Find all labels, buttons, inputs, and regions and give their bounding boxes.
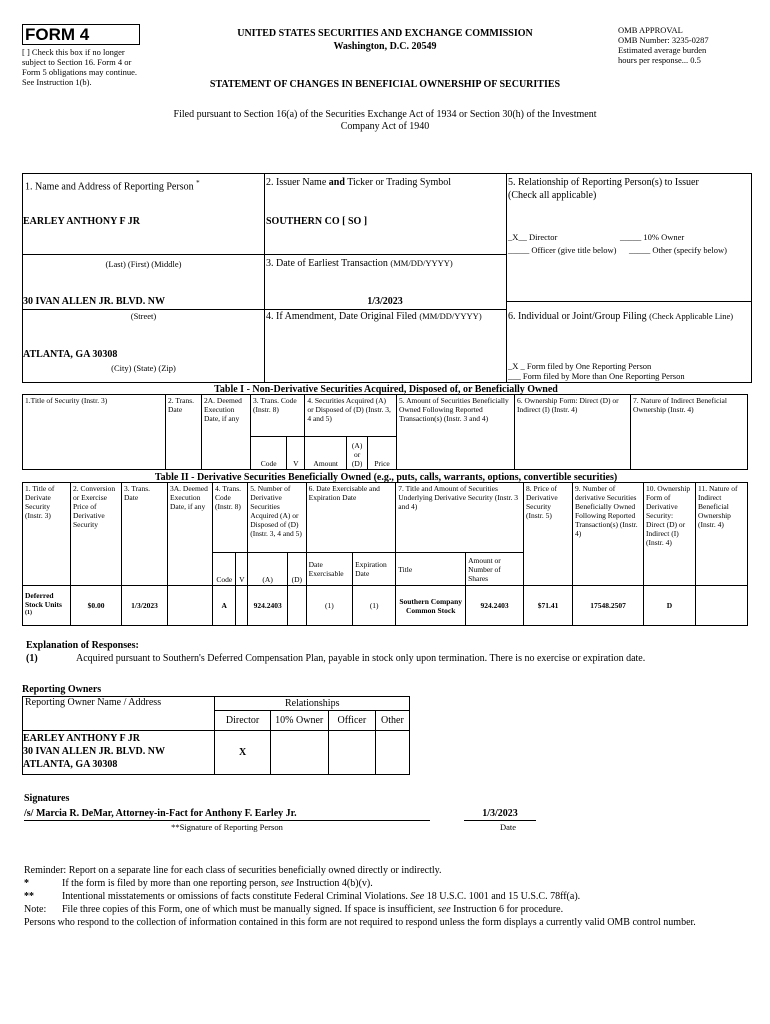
- other-checkbox[interactable]: _____ Other (specify below): [629, 245, 727, 255]
- t2-row-code: A: [213, 586, 236, 626]
- t1-col-code: 3. Trans. Code (Instr. 8): [251, 395, 305, 437]
- ten-percent-owner-checkbox[interactable]: _____ 10% Owner: [620, 232, 685, 242]
- form-title: FORM 4: [22, 24, 140, 45]
- t2-sub-date-exercisable: Date Exercisable: [306, 553, 352, 586]
- t2-row-title: Deferred Stock Units $^{(1)}$: [23, 586, 71, 626]
- box5-label2: (Check all applicable): [508, 190, 597, 201]
- statement-title: STATEMENT OF CHANGES IN BENEFICIAL OWNERSHIP OF SECURITIES: [209, 79, 561, 90]
- t2-col-title: 1. Title of Derivate Security (Instr. 3): [23, 483, 71, 586]
- reporting-info-box: [22, 173, 752, 383]
- owners-col-ten-pct: 10% Owner: [270, 711, 328, 731]
- t2-col-price: 8. Price of Derivative Security (Instr. 5): [524, 483, 573, 586]
- signature-date-label: Date: [499, 822, 517, 832]
- table-row: [23, 731, 410, 775]
- table1-title: Table I - Non-Derivative Securities Acquired, Disposed of, or Beneficially Owned: [214, 384, 558, 395]
- reporting-person-city: ATLANTA, GA 30308: [23, 349, 118, 360]
- t2-row-owned: 17548.2507: [573, 586, 644, 626]
- footer-reminder: Reminder: Report on a separate line for each class of securities beneficially owned directly or indirectly.: [24, 865, 442, 876]
- director-checkbox[interactable]: _X__ Director: [508, 232, 558, 242]
- one-person-filing-option[interactable]: _X _ Form filed by One Reporting Person: [508, 361, 652, 371]
- box2-label: 2. Issuer Name and Ticker or Trading Symbol: [266, 177, 452, 188]
- filed-pursuant: Filed pursuant to Section 16(a) of the Securities Exchange Act of 1934 or Section 30(h) of the Investment Company Act of 1940: [173, 109, 597, 132]
- signature-line: /s/ Marcia R. DeMar, Attorney-in-Fact for Anthony F. Earley Jr.: [24, 808, 430, 821]
- t2-row-nature: [696, 586, 748, 626]
- t1-col-date: 2. Trans. Date: [166, 395, 202, 470]
- footer-note-text: File three copies of this Form, one of which must be manually signed. If space is insufficient, see Instruction 6 for procedure.: [62, 904, 564, 915]
- officer-checkbox[interactable]: _____ Officer (give title below): [508, 245, 617, 255]
- no-longer-subject-checkbox[interactable]: [ ] Check this box if no longer subject to Section 16. Form 4 or Form 5 obligations may continue. See Instruction 1(b).: [22, 47, 137, 87]
- owners-heading: Reporting Owners: [22, 684, 102, 695]
- owner-director-mark: X: [215, 731, 270, 775]
- owners-col-relationships: Relationships: [215, 697, 410, 711]
- t2-sub-d: (D): [288, 553, 307, 586]
- explanation-num: (1): [26, 653, 38, 664]
- table2-derivative: [22, 482, 748, 626]
- street-sublabel: (Street): [130, 311, 157, 321]
- t1-col-deemed: 2A. Deemed Execution Date, if any: [202, 395, 251, 470]
- owner-officer-cell: [328, 731, 375, 775]
- footer-note: Note:: [24, 904, 47, 915]
- owners-table: [22, 696, 410, 775]
- footer-persons: Persons who respond to the collection of information contained in this form are not required to respond unless the form displays a currently valid OMB control number.: [24, 917, 696, 928]
- t2-sub-a: (A): [248, 553, 288, 586]
- owner-name-address: EARLEY ANTHONY F JR 30 IVAN ALLEN JR. BLVD. NW ATLANTA, GA 30308: [23, 731, 215, 775]
- t2-row-d: [288, 586, 307, 626]
- explanation-heading: Explanation of Responses:: [26, 640, 139, 651]
- box3-label: 3. Date of Earliest Transaction (MM/DD/YYYY): [266, 258, 453, 269]
- box5-label: 5. Relationship of Reporting Person(s) to Issuer: [508, 177, 699, 188]
- t2-col-form: 10. Ownership Form of Derivative Security: Direct (D) or Indirect (I) (Instr. 4): [644, 483, 696, 586]
- t2-sub-expiration: Expiration Date: [353, 553, 396, 586]
- t1-sub-price: Price: [368, 437, 397, 470]
- agency-address: Washington, D.C. 20549: [333, 41, 437, 52]
- omb-approval: OMB APPROVAL OMB Number: 3235-0287 Estimated average burden hours per response... 0.5: [618, 25, 709, 65]
- footer-star-text: If the form is filed by more than one reporting person, see Instruction 4(b)(v).: [62, 878, 373, 889]
- t2-col-exercisable: 6. Date Exercisable and Expiration Date: [306, 483, 396, 553]
- signature-date: 1/3/2023: [464, 808, 536, 821]
- name-sublabel: (Last) (First) (Middle): [105, 259, 182, 269]
- owners-col-officer: Officer: [328, 711, 375, 731]
- t2-col-underlying: 7. Title and Amount of Securities Underlying Derivative Security (Instr. 3 and 4): [396, 483, 524, 553]
- explanation-text: Acquired pursuant to Southern's Deferred Compensation Plan, payable in stock only upon termination. There is no exercise or expiration date.: [76, 653, 646, 664]
- t1-col-acquired: 4. Securities Acquired (A) or Disposed of (D) (Instr. 3, 4 and 5): [305, 395, 397, 437]
- city-sublabel: (City) (State) (Zip): [111, 363, 176, 373]
- signature-label: **Signature of Reporting Person: [171, 822, 283, 832]
- signatures-heading: Signatures: [24, 793, 70, 804]
- issuer-name-ticker: SOUTHERN CO [ SO ]: [266, 216, 368, 227]
- t2-row-deemed: [168, 586, 213, 626]
- footer-star: *: [24, 878, 29, 889]
- t1-sub-amount: Amount: [305, 437, 347, 470]
- t2-row-u-title: Southern Company Common Stock: [396, 586, 466, 626]
- table2-title: Table II - Derivative Securities Beneficially Owned (e.g., puts, calls, warrants, options, convertible securities): [154, 472, 618, 483]
- t2-col-code: 4. Trans. Code (Instr. 8): [213, 483, 248, 553]
- t2-row-exercisable: (1): [306, 586, 352, 626]
- agency-name: UNITED STATES SECURITIES AND EXCHANGE COMMISSION: [237, 28, 533, 39]
- t2-row-expiration: (1): [353, 586, 396, 626]
- t1-sub-code: Code: [251, 437, 287, 470]
- t1-col-nature: 7. Nature of Indirect Beneficial Ownership (Instr. 4): [631, 395, 748, 470]
- t1-col-title: 1.Title of Security (Instr. 3): [23, 395, 166, 470]
- t2-row-d-price: $71.41: [524, 586, 573, 626]
- t2-row-price: $0.00: [71, 586, 122, 626]
- t2-sub-v: V: [236, 553, 248, 586]
- earliest-transaction-date: 1/3/2023: [367, 296, 403, 307]
- t2-col-deemed: 3A. Deemed Execution Date, if any: [168, 483, 213, 586]
- t2-col-conversion: 2. Conversion or Exercise Price of Derivative Security: [71, 483, 122, 586]
- t2-sub-u-amount: Amount or Number of Shares: [466, 553, 524, 586]
- owners-col-name: Reporting Owner Name / Address: [23, 697, 215, 731]
- t2-sub-code: Code: [213, 553, 236, 586]
- owner-ten-pct-cell: [270, 731, 328, 775]
- t2-col-owned: 9. Number of derivative Securities Beneficially Owned Following Reported Transaction(s) (Instr. 4): [573, 483, 644, 586]
- footer-dstar-text: Intentional misstatements or omissions of facts constitute Federal Criminal Violations. See 18 U.S.C. 1001 and 15 U.S.C. 78ff(a).: [62, 891, 581, 902]
- t1-col-amount-owned: 5. Amount of Securities Beneficially Owned Following Reported Transaction(s) (Instr. 3 and 4): [397, 395, 515, 470]
- t1-col-ownership-form: 6. Ownership Form: Direct (D) or Indirect (I) (Instr. 4): [515, 395, 631, 470]
- reporting-person-street: 30 IVAN ALLEN JR. BLVD. NW: [23, 296, 165, 307]
- t2-row-a: 924.2403: [248, 586, 288, 626]
- table-row: [23, 586, 748, 626]
- box6-label: 6. Individual or Joint/Group Filing (Check Applicable Line): [508, 311, 734, 322]
- t2-sub-u-title: Title: [396, 553, 466, 586]
- table1-nonderivative: [22, 394, 748, 470]
- box4-label: 4. If Amendment, Date Original Filed (MM/DD/YYYY): [266, 311, 482, 322]
- t1-sub-v: V: [287, 437, 305, 470]
- t2-row-form: D: [644, 586, 696, 626]
- owners-col-other: Other: [375, 711, 409, 731]
- t2-col-date: 3. Trans. Date: [122, 483, 168, 586]
- t1-sub-a-or-d: (A) or (D): [347, 437, 368, 470]
- reporting-person-name: EARLEY ANTHONY F JR: [23, 216, 140, 227]
- t2-row-date: 1/3/2023: [122, 586, 168, 626]
- owner-other-cell: [375, 731, 409, 775]
- t2-row-u-amount: 924.2403: [466, 586, 524, 626]
- t2-row-v: [236, 586, 248, 626]
- t2-col-number: 5. Number of Derivative Securities Acquired (A) or Disposed of (D) (Instr. 3, 4 and 5): [248, 483, 306, 553]
- box1-label: 1. Name and Address of Reporting Person *: [25, 179, 200, 193]
- multi-person-filing-option[interactable]: ___ Form filed by More than One Reporting Person: [508, 371, 685, 381]
- owners-col-director: Director: [215, 711, 270, 731]
- t2-col-nature: 11. Nature of Indirect Beneficial Ownership (Instr. 4): [696, 483, 748, 586]
- footer-dstar: **: [24, 891, 34, 902]
